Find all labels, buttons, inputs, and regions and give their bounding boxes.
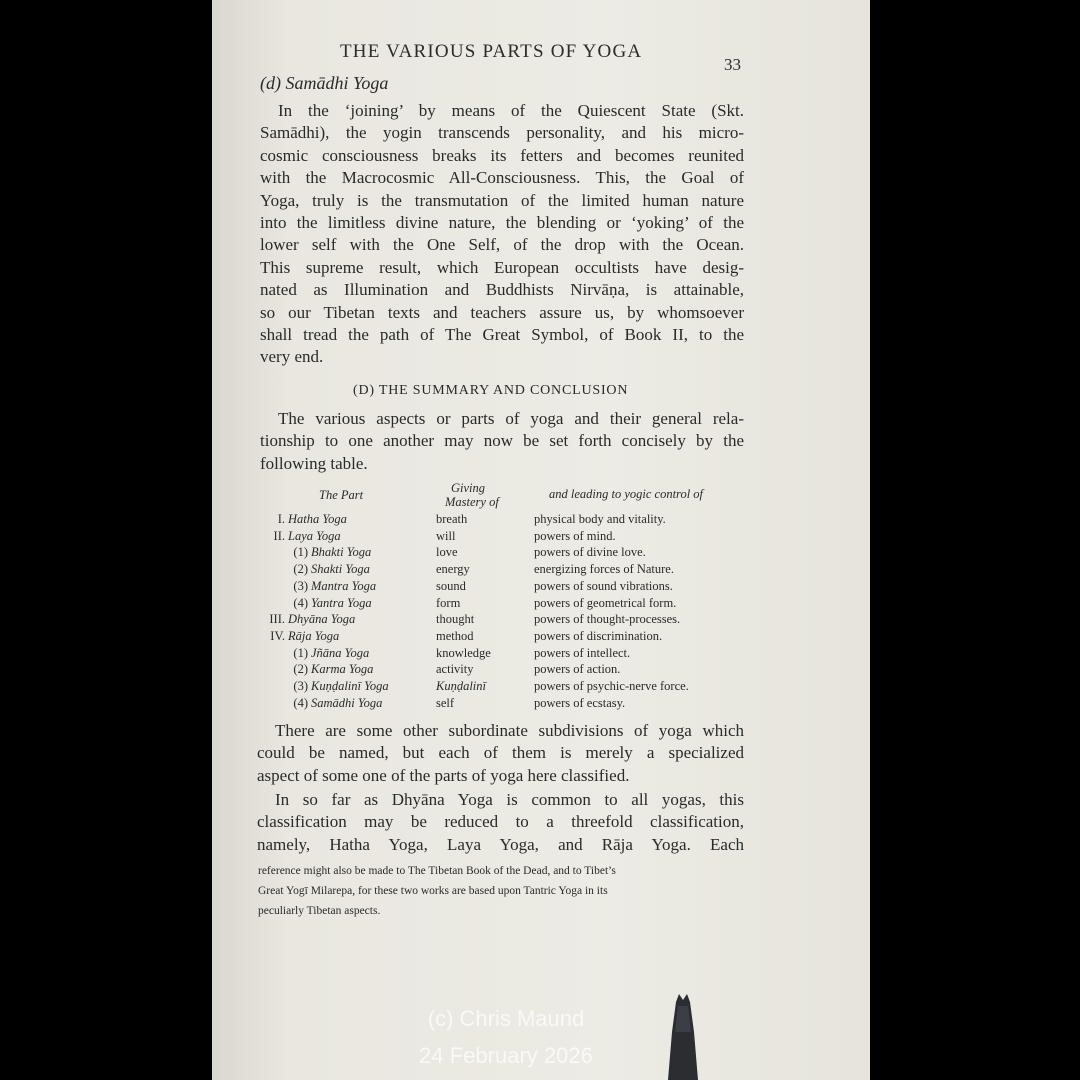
row-mastery: sound (436, 578, 466, 593)
row-part: Hatha Yoga (288, 512, 347, 526)
text-line: very end. (260, 347, 324, 367)
paragraph-intro-table (260, 408, 744, 475)
table-row (212, 612, 870, 629)
row-part: Jñāna Yoga (311, 645, 370, 660)
paragraph-classification (257, 789, 744, 856)
row-control: powers of sound vibrations. (534, 578, 673, 593)
table-header-part: The Part (319, 488, 364, 502)
table-row (212, 662, 870, 679)
text-line: classification may be reduced to a threefold classification, (257, 812, 744, 832)
row-mastery: Kuṇḍalinī (436, 679, 487, 693)
row-part: Karma Yoga (311, 662, 374, 677)
row-mastery: thought (436, 612, 475, 627)
text-line: tionship to one another may now be set forth concisely by the (260, 431, 744, 451)
row-mastery: method (436, 628, 474, 643)
book-page (212, 0, 870, 1080)
table-row (212, 629, 870, 646)
row-number: (3) (293, 679, 308, 693)
text-line: cosmic consciousness breaks its fetters and becomes reunited (260, 145, 744, 165)
row-number: (4) (293, 695, 308, 710)
watermark-copyright: (c) Chris Maund (427, 1006, 585, 1031)
running-head: THE VARIOUS PARTS OF YOGA (340, 41, 643, 62)
table-row (212, 512, 870, 529)
text-line: namely, Hatha Yoga, Laya Yoga, and Rāja Yoga. Each (257, 834, 744, 854)
row-number: (1) (293, 645, 308, 660)
row-part: Dhyāna Yoga (288, 612, 356, 627)
row-control: physical body and vitality. (534, 512, 666, 526)
row-control: powers of mind. (534, 528, 616, 543)
row-number: II. (273, 528, 285, 543)
table-header-control: and leading to yogic control of (549, 487, 704, 501)
row-part: Yantra Yoga (311, 595, 372, 610)
row-part: Bhakti Yoga (311, 545, 372, 560)
text-line: This supreme result, which European occultists have desig- (260, 257, 744, 277)
table-row (212, 679, 870, 696)
text-line: could be named, but each of them is merely a specialized (257, 743, 744, 763)
row-number: (1) (293, 545, 308, 560)
row-mastery: self (436, 695, 455, 710)
row-part: Laya Yoga (288, 528, 341, 543)
row-control: powers of geometrical form. (534, 595, 677, 610)
row-number: III. (269, 612, 285, 627)
row-mastery: energy (436, 562, 470, 577)
text-line: aspect of some one of the parts of yoga here classified. (257, 765, 630, 785)
row-number: (2) (293, 562, 308, 577)
section-heading: (D) THE SUMMARY AND CONCLUSION (353, 383, 629, 398)
paragraph-subdivisions (257, 720, 744, 787)
footnote-line: reference might also be made to The Tibetan Book of the Dead, and to Tibet’s (258, 865, 616, 877)
row-part: Rāja Yoga (288, 628, 340, 643)
table-row (212, 696, 870, 713)
pen-tip-icon (664, 992, 702, 1080)
row-control: powers of action. (534, 662, 621, 677)
row-mastery: form (436, 595, 461, 610)
row-control: powers of psychic-nerve force. (534, 679, 689, 693)
row-part: Mantra Yoga (311, 578, 377, 593)
text-line: Yoga, truly is the transmutation of the limited human nature (260, 190, 744, 210)
row-control: powers of discrimination. (534, 628, 663, 643)
text-line: The various aspects or parts of yoga and their general rela- (278, 409, 744, 428)
row-control: powers of ecstasy. (534, 695, 626, 710)
row-mastery: knowledge (436, 645, 491, 660)
row-mastery: breath (436, 512, 468, 526)
table-row (212, 596, 870, 613)
text-line: Samādhi), the yogin transcends personality, and his micro- (260, 123, 744, 143)
text-line: so our Tibetan texts and teachers assure us, by whomsoever (260, 302, 744, 322)
table-row (212, 545, 870, 562)
row-control: powers of thought-processes. (534, 612, 681, 627)
row-control: powers of intellect. (534, 645, 631, 660)
text-line: following table. (260, 453, 368, 473)
table-row (212, 579, 870, 596)
row-part: Samādhi Yoga (311, 695, 383, 710)
row-number: I. (277, 512, 285, 526)
row-number: (3) (293, 578, 308, 593)
row-part: Shakti Yoga (311, 562, 370, 577)
text-line: There are some other subordinate subdivisions of yoga which (275, 721, 744, 740)
row-mastery: love (436, 545, 458, 560)
footnote-line: Great Yogī Milarepa, for these two works are based upon Tantric Yoga in its (258, 884, 608, 897)
table-row (212, 562, 870, 579)
table-row (212, 646, 870, 663)
footnote (258, 862, 616, 921)
text-line: shall tread the path of The Great Symbol, of Book II, to the (260, 324, 744, 344)
text-line: with the Macrocosmic All-Consciousness. This, the Goal of (260, 168, 744, 188)
table-header-mastery-line2: Mastery of (445, 495, 499, 509)
row-control: energizing forces of Nature. (534, 562, 674, 577)
row-mastery: will (436, 528, 456, 543)
row-part: Kuṇḍalinī Yoga (311, 679, 389, 693)
text-line: nated as Illumination and Buddhists Nirvāṇa, is attainable, (260, 280, 744, 300)
subheading: (d) Samādhi Yoga (260, 73, 389, 93)
row-number: (4) (293, 595, 308, 610)
text-line: In the ‘joining’ by means of the Quiescent State (Skt. (278, 101, 744, 120)
row-number: (2) (293, 662, 308, 677)
row-number: IV. (270, 628, 285, 643)
page-number: 33 (724, 55, 741, 74)
watermark-date: 24 February 2026 (419, 1043, 593, 1068)
footnote-line: peculiarly Tibetan aspects. (258, 904, 381, 917)
paragraph-samadhi (260, 100, 744, 369)
text-line: In so far as Dhyāna Yoga is common to all yogas, this (275, 790, 744, 809)
text-line: into the limitless divine nature, the blending or ‘yoking’ of the (260, 212, 744, 232)
table-header-mastery-line1: Giving (451, 481, 486, 495)
row-control: powers of divine love. (534, 545, 646, 560)
table-row (212, 529, 870, 546)
text-line: lower self with the One Self, of the drop with the Ocean. (260, 235, 744, 255)
row-mastery: activity (436, 662, 474, 677)
